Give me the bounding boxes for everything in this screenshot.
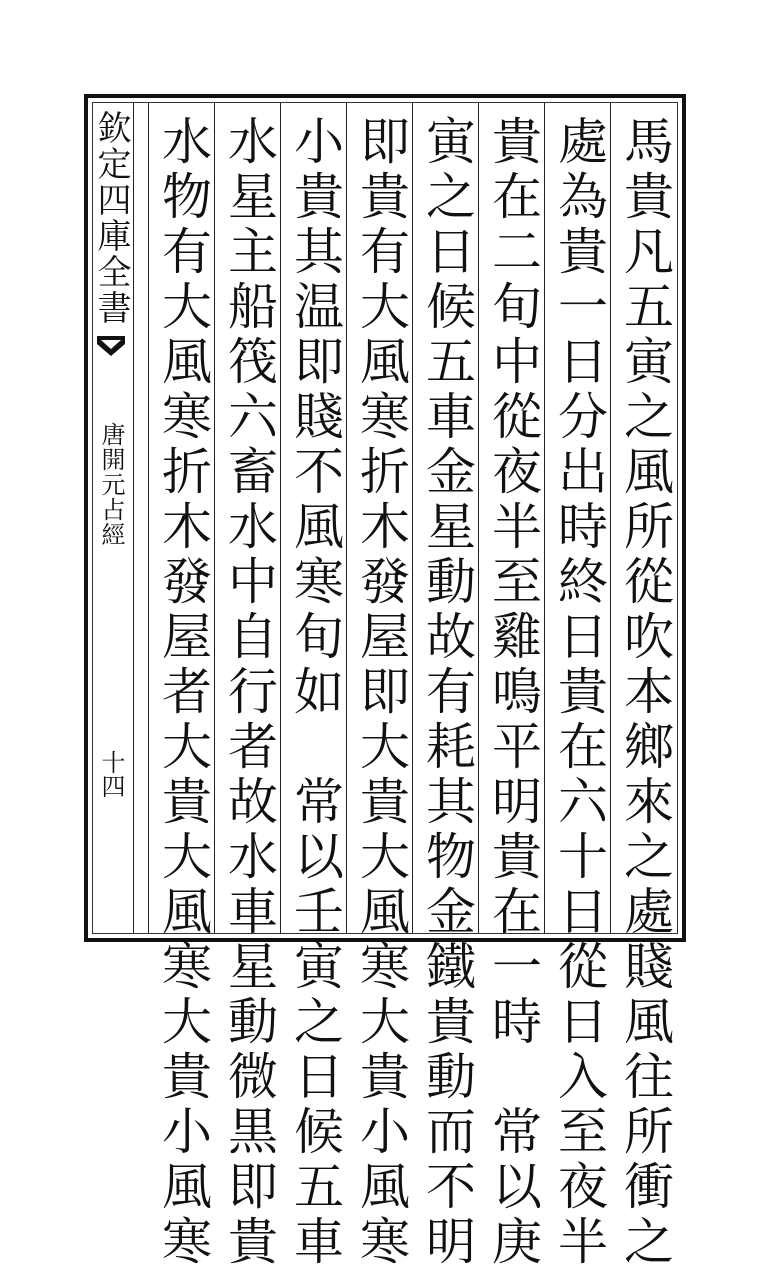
text-column-4: 寅之日候五車金星動故有耗其物金鐵貴動而不明 (418, 115, 476, 1270)
text-column-2: 處為貴一日分出時終日貴在六十日從日入至夜半 (550, 115, 608, 1270)
page-number: 十四 (97, 750, 125, 798)
column-rule (412, 103, 413, 933)
text-column-8: 水物有大風寒折木發屋者大貴大風寒大貴小風寒 (154, 115, 212, 1270)
page-frame (84, 94, 686, 1270)
column-rule (478, 103, 479, 933)
margin-strip (92, 102, 130, 934)
column-rule (280, 103, 281, 933)
text-column-3: 貴在二旬中從夜半至雞鳴平明貴在一時 常以庚 (484, 115, 542, 1270)
column-rule (346, 103, 347, 933)
text-column-5: 即貴有大風寒折木發屋即大貴大風寒大貴小風寒 (352, 115, 410, 1270)
text-column-1: 馬貴凡五寅之風所從吹本鄉來之處賤風往所衝之 (616, 115, 674, 1270)
fish-tail-ornament-icon (95, 334, 127, 358)
column-rule (544, 103, 545, 933)
book-title: 欽定四庫全書 (91, 110, 131, 326)
column-rule (148, 103, 149, 933)
page-frame-inner (92, 102, 678, 1270)
text-column-7: 水星主船筏六畜水中自行者故水車星動微黒即貴 (220, 115, 278, 1270)
column-rule (610, 103, 611, 933)
text-column-6: 小貴其温即賤不風寒旬如 常以壬寅之日候五車 (286, 115, 344, 1270)
column-rule (214, 103, 215, 933)
margin-rule (133, 103, 134, 933)
volume-title: 唐開元占經 (97, 422, 125, 547)
